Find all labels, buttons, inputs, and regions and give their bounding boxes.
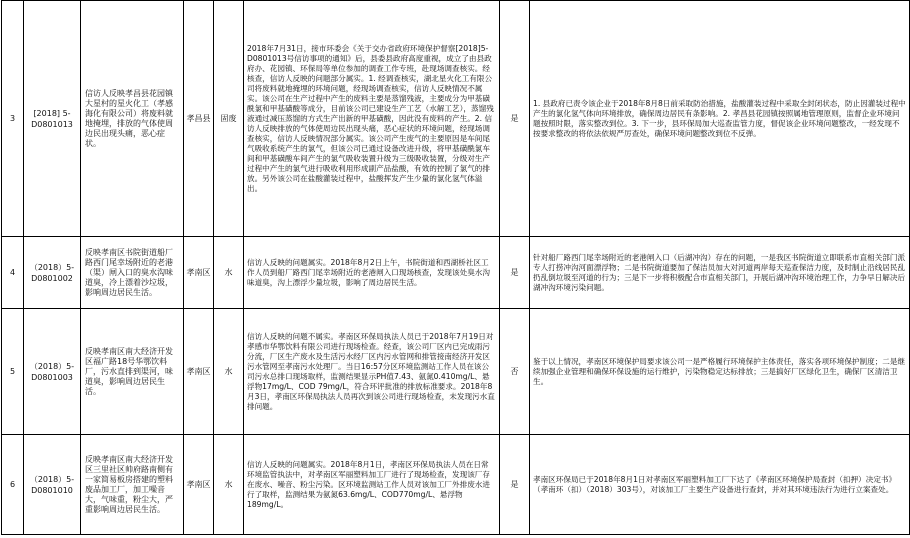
investigation-detail: 信访人反映的问题不属实。孝南区环保局执法人员已于2018年7月19日对孝感市华鄂饮料有限公司进行现场检查。经查，该公司厂区内已完成雨污分流，厂区生产废水及生活污水经厂区内污水管网和排管接南经济开发区污水管网至孝南污水处理厂。当日16:57分区环境监测站工作人员在该公司污水总排口现场取样，监测结果显示PH值7.43、氨氮0.410mg/L、悬浮物17mg/L、COD 79mg/L，符合环评批准的排放标准要求。2018年8月3日，孝南区环保局执法人员再次到该公司进行现场检查，未发现污水直排问题。 [244, 309, 500, 435]
case-code: （2018）5-D0801002 [24, 237, 81, 309]
case-code: （2018）5-D0801010 [24, 435, 81, 535]
remediation-action: 鉴于以上情况，孝南区环境保护局要求该公司一是严格履行环境保护主体责任，落实各项环境保护制度；二是继续加强企业管理和确保环保设施的运行维护，污染物稳定达标排放；三是搞好厂区绿化卫生，确保厂区清洁卫生。 [530, 309, 910, 435]
verified-flag: 是 [500, 435, 530, 535]
verified-flag: 是 [500, 1, 530, 237]
pollution-type: 水 [214, 435, 244, 535]
pollution-type: 水 [214, 309, 244, 435]
complaint-summary: 反映孝南区书院街道船厂路西门尾幸场附近的老港（渠）闸入口的臭水沟味道臭，冷上漂着沙垃圾，影响周边居民生活。 [81, 237, 184, 309]
investigation-detail: 2018年7月31日，接市环委会《关于交办省政府环境保护督察[2018]5-D0801013号信访事项的通知》后，县委县政府高度重视，成立了由县政府办、花园镇、环保局等单位参加的调查工作专班，赴现场调查核实。经核查，信访人反映的问题部分属实。1. 经调查核实，湖北星火化工有限公司将废料就地掩埋的环境问题，经现场调查核实，信访人反映情况不属实。该公司在生产过程中产生的废料主要是蒸馏残液，主要成分为甲基磺酰氯和甲基磺酸等成分，目前该公司已建设生产工艺（水解工艺），蒸馏残液通过减压蒸馏的方式生产出新的甲基磺酸，因此没有废料的产生。2. 信访人反映排放的气体使周边民出现头痛，恶心症状的环境问题，经现场调查核实，信访人反映情况部分属实。该公司产生废气的主要原因是车间尾气吸收系统产生的氯气，但该公司已通过设备改进升级，将甲基磺酰氯车间和甲基磺酸车间产生的氯气吸收装置升级为三级吸收装置，分级对生产过程中产生的氯气进行吸收利用形成副产品盐酸，有效的控制了氯气的排放。另外该公司在盐酸灌装过程中，盐酸挥发产生少量的氯化氢气体溢出。 [244, 1, 500, 237]
table-row [2, 1, 910, 237]
case-code: [2018] 5-D0801013 [24, 1, 81, 237]
district: 孝南区 [184, 435, 214, 535]
district: 孝昌县 [184, 1, 214, 237]
pollution-type: 水 [214, 237, 244, 309]
case-code: （2018）5-D0801003 [24, 309, 81, 435]
remediation-action: 针对船厂路西门尾幸场附近的老港闸入口（后湖冲沟）存在的问题，一是我区书院街道立即联系市直相关部门派专人打捞冲沟河面漂浮物；二是书院街道要加了保洁员加大对河道两岸每天巡查保洁力度，及时制止沿线居民乱扔乱倒垃圾至河道的行为；三是下一步将积极配合市直相关部门，开展后湖冲沟环境治理工作，力争早日解决后湖冲沟环境污染问题。 [530, 237, 910, 309]
verified-flag: 否 [500, 309, 530, 435]
complaint-summary: 反映孝南区南大经济开发区三里社区帅府路南侧有一家简易板房搭建的塑料废品加工厂，加工噪音大，气味重，粉尘大，严重影响周边居民生活。 [81, 435, 184, 535]
complaint-table [1, 0, 910, 535]
investigation-detail: 信访人反映的问题属实。2018年8月2日上午，书院街道和西湖桥社区工作人员到船厂路西门尾幸场附近的老港闸入口现场核查，发现该处臭水沟味道臭，沟上漂浮少量垃圾，影响了周边居民生活。 [244, 237, 500, 309]
remediation-action: 孝南区环保局已于2018年8月1日对孝南区军丽塑料加工厂下达了《孝南区环境保护局查封（扣押）决定书》（孝南环（扣）（2018）303号），对该加工厂主要生产设备进行查封，并对其环境违法行为进行立案查处。 [530, 435, 910, 535]
table-row [2, 237, 910, 309]
table-row [2, 309, 910, 435]
district: 孝南区 [184, 309, 214, 435]
verified-flag: 是 [500, 237, 530, 309]
pollution-type: 固废 [214, 1, 244, 237]
row-index: 5 [2, 309, 24, 435]
row-index: 3 [2, 1, 24, 237]
district: 孝南区 [184, 237, 214, 309]
row-index: 6 [2, 435, 24, 535]
remediation-action: 1. 县政府已责令该企业于2018年8月8日前采取防治措施，盐酸灌装过程中采取全封闭状态，防止因灌装过程中产生的氯化氢气体向环境排放，确保周边居民有条影响。2. 孝昌县花园镇按照属地管理原则，监督企业环境问题按照时限，落实整改到位。3. 下一步，县环保局加大巡查监管力度，督促该企业环境问题整改，一经发现不按要求整改的将依法依规严厉查处，确保环境问题整改到位不反弹。 [530, 1, 910, 237]
row-index: 4 [2, 237, 24, 309]
investigation-detail: 信访人反映的问题属实。2018年8月1日，孝南区环保局执法人员在日常环境监管执法中，对孝南区军丽塑料加工厂进行了现场检查，发现该厂存在废水、噪音、粉尘污染。区环境监测站工作人员对该加工厂外排废水进行了取样，监测结果为氨氮63.6mg/L、COD770mg/L、悬浮物189mg/L。 [244, 435, 500, 535]
complaint-summary: 信访人反映孝昌县花园镇大星村的星火化工（孝感海化有限公司）将废料就地掩埋，排放的气体使周边民出现头痛，恶心症状。 [81, 1, 184, 237]
table-row [2, 435, 910, 535]
complaint-summary: 反映孝南区南大经济开发区福广路18号华鄂饮料厂，污水直排到渠河，味道臭，影响周边居民生活。 [81, 309, 184, 435]
